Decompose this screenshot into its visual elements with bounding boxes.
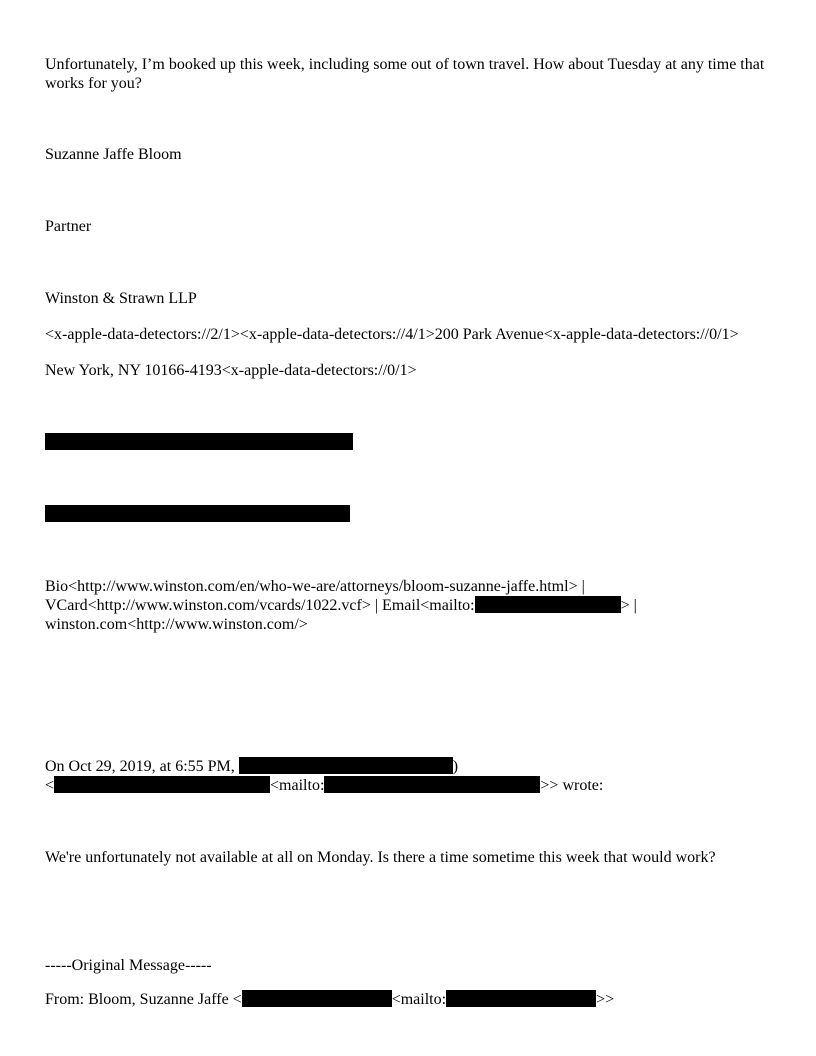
redaction-block (54, 776, 270, 793)
wrote-label: >> wrote: (540, 777, 604, 794)
signature-title: Partner (45, 218, 92, 235)
redaction-block (475, 596, 621, 613)
signature-name: Suzanne Jaffe Bloom (45, 146, 182, 163)
quoted-body: We're unfortunately not available at all on Monday. Is there a time sometime this week that would work? (45, 849, 716, 866)
mailto-label: <mailto: (391, 991, 447, 1008)
redaction-block (324, 776, 540, 793)
signature-firm: Winston & Strawn LLP (45, 290, 197, 307)
signature-address: <x-apple-data-detectors://2/1><x-apple-data-detectors://4/1>200 Park Avenue<x-apple-data-detectors://0/1> (45, 326, 739, 343)
original-from-line (45, 990, 614, 1009)
original-message-separator: -----Original Message----- (45, 957, 212, 974)
redaction-block (239, 757, 453, 774)
vcard-email-line (45, 596, 637, 615)
quoted-header-line-2 (45, 776, 603, 795)
mailto-label: <mailto: (270, 777, 325, 794)
redaction-block (45, 433, 353, 450)
email-link-tail: > | (620, 597, 637, 614)
website-link[interactable]: winston.com<http://www.winston.com/> (45, 616, 308, 633)
from-label: From: Bloom, Suzanne Jaffe < (45, 991, 242, 1008)
redaction-block (446, 990, 596, 1007)
quoted-open-bracket: < (45, 777, 55, 794)
quoted-date: On Oct 29, 2019, at 6:55 PM, (45, 758, 235, 775)
quoted-paren: ) (452, 758, 459, 775)
bio-link[interactable]: Bio<http://www.winston.com/en/who-we-are/attorneys/bloom-suzanne-jaffe.html> | (45, 578, 585, 595)
signature-city: New York, NY 10166-4193<x-apple-data-detectors://0/1> (45, 362, 417, 379)
from-suffix: >> (596, 991, 615, 1008)
quoted-header-line-1 (45, 757, 458, 776)
reply-body: Unfortunately, I’m booked up this week, including some out of town travel. How about Tuesday at any time that works for you? (45, 56, 765, 92)
redaction-block (45, 505, 350, 522)
redaction-block (242, 990, 392, 1007)
vcard-link[interactable]: VCard<http://www.winston.com/vcards/1022.vcf> | Email<mailto: (45, 597, 475, 614)
